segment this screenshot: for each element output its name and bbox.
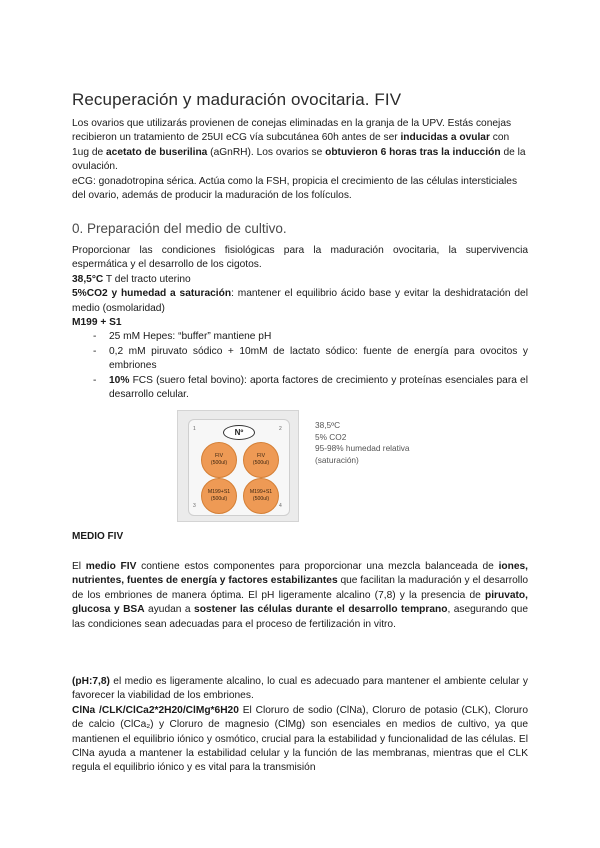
fiv-text-1: El (72, 561, 86, 572)
purpose-paragraph: Proporcionar las condiciones fisiológicas para la maduración ovocitaria, la supervivencia espermática y el desarrollo de los cigotos. (72, 245, 528, 271)
list-item: - 0,2 mM piruvato sódico + 10mM de lactato sódico: fuente de energía para ovocitos y embriones (72, 345, 528, 374)
fiv-text-4: ayudan a (144, 604, 195, 616)
co2-bold: 5%CO2 y humedad a saturación (72, 288, 232, 300)
plate-number-label: Nº (223, 425, 255, 440)
list-item (72, 374, 528, 403)
fiv-bold-3: piruvato, glucosa y BSA (72, 589, 528, 616)
intro-text-4: de la ovulación. (72, 146, 526, 173)
intro-text-2: con 1ug de (72, 132, 510, 158)
note-co2: 5% CO2 (315, 431, 347, 442)
intro-section (72, 117, 528, 203)
fiv-bold-1: medio FIV (85, 561, 137, 572)
well-number: 3 (193, 503, 196, 509)
well-label: M199+S1 (249, 489, 273, 495)
intro-bold-2: acetato de buserilina (106, 146, 208, 158)
culture-plate-figure (177, 410, 299, 522)
well-fiv-2 (243, 442, 279, 478)
temp-text: T del tracto uterino (103, 273, 191, 285)
well-m199-1 (201, 478, 237, 514)
well-label: M199+S1 (207, 489, 231, 495)
m199-component-list (72, 330, 528, 402)
medio-fiv-body (72, 560, 528, 632)
salts-paragraph (72, 704, 528, 776)
m199-label: M199 + S1 (72, 317, 122, 329)
well-volume: (500ul) (252, 496, 270, 502)
intro-paragraph (72, 117, 528, 175)
well-number: 4 (279, 503, 282, 509)
note-temperature: 38,5ºC (315, 420, 341, 430)
section0-body (72, 244, 528, 402)
medio-fiv-heading: MEDIO FIV (72, 531, 124, 542)
incubation-conditions-notes (315, 420, 435, 466)
fiv-text-5: , asegurando que las condiciones sean adecuadas para el proceso de fertilización in vitro. (72, 604, 528, 630)
ph-salts-body (72, 675, 528, 776)
fiv-text-3: que facilitan la maduración y el desarrollo de los embriones de manera óptima. El pH ligeramente alcalino (7,8) y la presencia de (72, 575, 528, 601)
salts-text: El Cloruro de sodio (ClNa), Cloruro de potasio (CLK), Cloruro de calcio (ClCa₂) y Cloruro de magnesio (ClMg) son esenciales en medios de cultivo, ya que mantienen el equilibrio iónico y osmótico, crucial para la estabilidad y funcionalidad de las células. El ClNa ayuda a mantener la estabilidad celular y la función de las membranas, mientras que el CLK regula el equilibrio iónico y es vital para la transmisión (72, 704, 528, 774)
well-label: FIV (214, 453, 224, 459)
note-humidity: 95-98% humedad relativa (315, 443, 410, 454)
temp-value: 38,5°C (72, 273, 104, 285)
m199-heading (72, 316, 528, 330)
fiv-bold-2: iones, nutrientes, fuentes de energía y factores estabilizantes (72, 561, 529, 587)
page-title: Recuperación y maduración ovocitaria. FIV (72, 90, 402, 109)
ph-text: el medio es ligeramente alcalino, lo cual es adecuado para mantener el ambiente celular y favorecer la viabilidad de los embriones. (72, 676, 528, 702)
intro-bold-3: obtuvieron 6 horas tras la inducción (325, 146, 501, 158)
well-fiv-1 (201, 442, 237, 478)
well-volume: (500ul) (210, 496, 228, 502)
well-number: 1 (193, 426, 196, 432)
ph-paragraph (72, 675, 528, 704)
well-volume: (500ul) (252, 460, 270, 466)
salts-formula: ClNa /CLK/ClCa2*2H20/ClMg*6H20 (72, 704, 239, 716)
fcs-text: FCS (suero fetal bovino): aporta factores de crecimiento y proteínas esenciales para el desarrollo celular. (109, 374, 528, 401)
medio-fiv-paragraph (72, 560, 528, 632)
well-label: FIV (256, 453, 266, 459)
note-saturation: (saturación) (315, 454, 359, 465)
fiv-bold-4: sostener las células durante el desarrollo temprano (194, 604, 448, 616)
section-heading: 0. Preparación del medio de cultivo. (72, 221, 287, 236)
fcs-percent: 10% (109, 374, 130, 386)
four-well-plate (188, 419, 290, 516)
fiv-text-2: contiene estos componentes para proporcionar una mezcla balanceada de (136, 561, 499, 572)
well-number: 2 (279, 426, 282, 432)
well-volume: (500ul) (210, 460, 228, 466)
intro-text-3: (aGnRH). Los ovarios se (207, 146, 326, 158)
intro-bold-1: inducidas a ovular (400, 132, 490, 144)
temp-line (72, 273, 528, 287)
intro-text-1: Los ovarios que utilizarás provienen de conejas eliminadas en la granja de la UPV. Estás conejas recibieron un tratamiento de 25UI eCG vía subcutánea 60h antes de ser (72, 118, 512, 144)
co2-text: : mantener el equilibrio ácido base y evitar la deshidratación del medio (osmolaridad) (72, 288, 528, 314)
co2-paragraph (72, 287, 528, 316)
ph-value: (pH:7,8) (72, 676, 110, 687)
ecg-paragraph: eCG: gonadotropina sérica. Actúa como la FSH, propicia el crecimiento de las células intersticiales del ovario, además de producir la maduración de los folículos. (72, 175, 518, 202)
list-item: - 25 mM Hepes: “buffer” mantiene pH (72, 330, 528, 344)
well-m199-2 (243, 478, 279, 514)
